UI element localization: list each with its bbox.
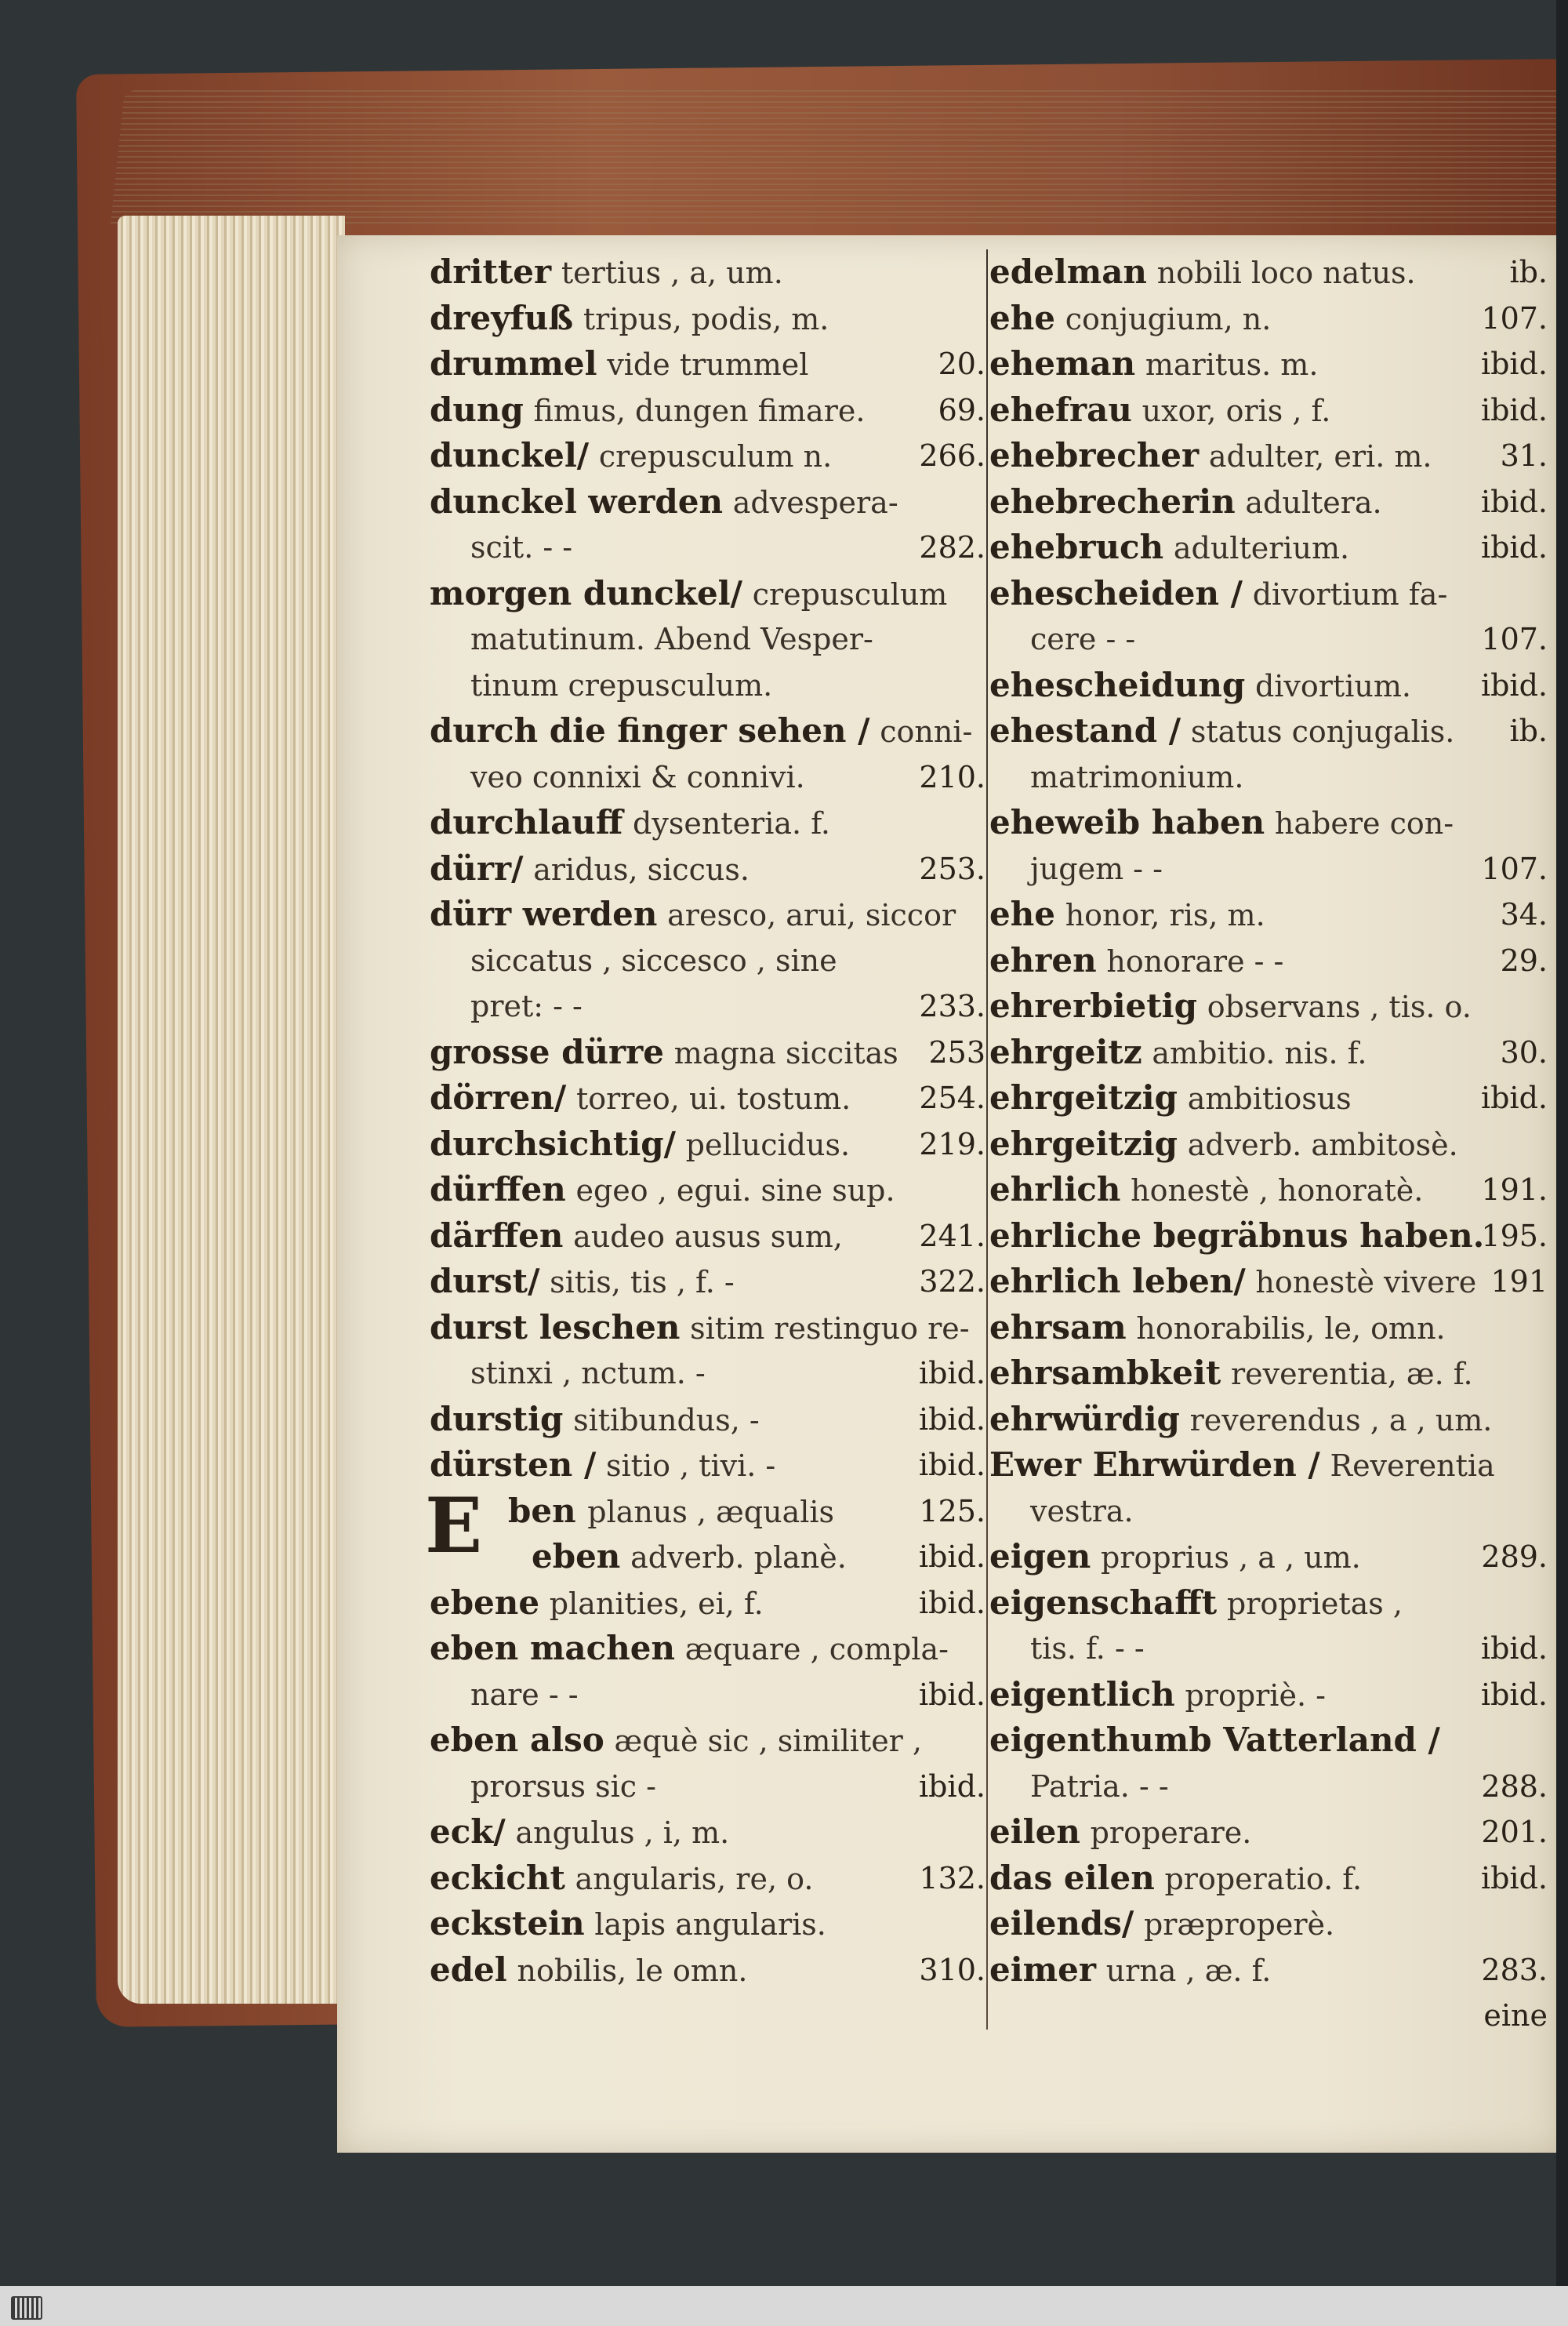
latin-gloss: siccatus , siccesco , sine bbox=[470, 943, 837, 978]
german-headword: durstig bbox=[430, 1399, 564, 1438]
page-reference: 30. bbox=[1500, 1034, 1548, 1070]
left-column bbox=[425, 249, 990, 1993]
latin-gloss: proprietas , bbox=[1226, 1586, 1403, 1621]
german-headword: ehrerbietig bbox=[989, 987, 1198, 1025]
latin-gloss: adultera. bbox=[1245, 485, 1382, 520]
german-headword: ehrgeitzig bbox=[989, 1124, 1178, 1163]
page-reference: 233. bbox=[919, 989, 985, 1023]
german-headword: durst/ bbox=[430, 1262, 540, 1300]
latin-gloss: dysenteria. f. bbox=[633, 806, 830, 841]
latin-gloss: nobilis, le omn. bbox=[517, 1953, 748, 1988]
page-reference: 322. bbox=[919, 1264, 985, 1299]
dictionary-entry bbox=[430, 1580, 990, 1626]
dictionary-entry bbox=[989, 1259, 1552, 1305]
page-reference: ibid. bbox=[1480, 530, 1548, 565]
german-headword: ehe bbox=[989, 895, 1055, 933]
dictionary-entry bbox=[989, 892, 1552, 938]
dictionary-entry bbox=[430, 892, 990, 938]
dictionary-entry bbox=[430, 1855, 990, 1902]
dictionary-entry bbox=[989, 1075, 1552, 1121]
german-headword: eheman bbox=[989, 344, 1136, 383]
page-reference: 283. bbox=[1481, 1952, 1548, 1987]
dictionary-entry bbox=[430, 1672, 990, 1718]
dictionary-entry bbox=[989, 754, 1552, 801]
dictionary-entry bbox=[430, 846, 990, 892]
german-headword: edelman bbox=[989, 253, 1147, 291]
dictionary-entry bbox=[989, 1580, 1552, 1626]
dictionary-entry bbox=[430, 1259, 990, 1305]
page-reference: ibid. bbox=[918, 1585, 985, 1620]
german-headword: ehrlich leben/ bbox=[989, 1262, 1246, 1300]
dictionary-entry bbox=[430, 754, 990, 801]
german-headword: eilen bbox=[989, 1812, 1080, 1851]
page-reference: 241. bbox=[919, 1218, 985, 1253]
dictionary-entry bbox=[989, 1855, 1552, 1902]
latin-gloss: æquare , compla- bbox=[684, 1632, 949, 1666]
catchword: eine bbox=[1483, 1998, 1548, 2033]
dictionary-entry bbox=[430, 525, 990, 571]
latin-gloss: matrimonium. bbox=[1030, 759, 1244, 794]
dictionary-entry bbox=[430, 387, 990, 434]
latin-gloss: honorare - - bbox=[1106, 943, 1284, 979]
dictionary-entry bbox=[989, 1121, 1552, 1168]
latin-gloss: tinum crepusculum. bbox=[470, 667, 773, 703]
dictionary-entry bbox=[430, 708, 990, 754]
latin-gloss: egeo , egui. sine sup. bbox=[575, 1173, 895, 1208]
dictionary-entry bbox=[989, 1030, 1552, 1076]
latin-gloss: aridus, siccus. bbox=[533, 852, 750, 887]
dictionary-entry bbox=[430, 1626, 990, 1672]
latin-gloss: adulter, eri. m. bbox=[1208, 439, 1432, 474]
dictionary-entry bbox=[430, 663, 990, 709]
dictionary-entry bbox=[989, 1442, 1552, 1488]
page-reference: 20. bbox=[938, 347, 985, 381]
dictionary-entry bbox=[430, 1809, 990, 1855]
latin-gloss: tis. f. - - bbox=[1030, 1631, 1145, 1666]
latin-gloss: honestè vivere bbox=[1255, 1265, 1477, 1299]
german-headword: durst leschen bbox=[430, 1307, 681, 1347]
latin-gloss: aresco, arui, siccor bbox=[667, 898, 956, 932]
german-headword: dürffen bbox=[430, 1170, 566, 1208]
german-headword: eigentlich bbox=[989, 1674, 1175, 1714]
dictionary-entry bbox=[989, 846, 1552, 892]
german-headword: eben also bbox=[430, 1721, 604, 1759]
latin-gloss: nare - - bbox=[470, 1677, 579, 1712]
page-reference: ibid. bbox=[1480, 1081, 1548, 1115]
german-headword: eigenschafft bbox=[989, 1583, 1218, 1622]
german-headword: ehestand / bbox=[989, 711, 1181, 750]
latin-gloss: urna , æ. f. bbox=[1105, 1953, 1272, 1988]
dictionary-entry bbox=[989, 479, 1552, 525]
page-reference: 310. bbox=[919, 1952, 985, 1987]
latin-gloss: tripus, podis, m. bbox=[583, 301, 829, 336]
latin-gloss: æquè sic , similiter , bbox=[614, 1724, 923, 1758]
library-logo-icon bbox=[11, 2296, 42, 2320]
dictionary-entry bbox=[989, 1901, 1552, 1947]
page-reference: 289. bbox=[1481, 1539, 1548, 1574]
german-headword: eilends/ bbox=[989, 1904, 1134, 1943]
page-reference: 29. bbox=[1500, 943, 1548, 978]
dictionary-entry bbox=[989, 938, 1552, 984]
dictionary-entry bbox=[989, 387, 1552, 434]
dictionary-entry bbox=[430, 616, 990, 663]
german-headword: eckstein bbox=[430, 1904, 585, 1943]
page-reference: ibid. bbox=[1480, 1677, 1548, 1712]
dictionary-entry bbox=[989, 800, 1552, 846]
german-headword: eben bbox=[532, 1537, 621, 1576]
latin-gloss: jugem - - bbox=[1030, 851, 1163, 886]
latin-gloss: magna siccitas bbox=[673, 1035, 898, 1070]
dictionary-entry bbox=[430, 1167, 990, 1213]
drop-cap-initial: E bbox=[425, 1481, 483, 1570]
dictionary-entry bbox=[430, 1397, 990, 1443]
dictionary-entry bbox=[989, 1167, 1552, 1213]
page-reference: ibid. bbox=[918, 1539, 985, 1574]
german-headword: ehrliche begräbnus haben. bbox=[989, 1216, 1485, 1255]
dictionary-entry bbox=[430, 1030, 990, 1076]
latin-gloss: Patria. - - bbox=[1030, 1768, 1169, 1804]
german-headword: dunckel werden bbox=[430, 482, 724, 521]
latin-gloss: properatio. f. bbox=[1164, 1861, 1363, 1896]
latin-gloss: lapis angularis. bbox=[594, 1907, 826, 1942]
dictionary-entry bbox=[430, 571, 990, 617]
dictionary-entry bbox=[430, 800, 990, 846]
latin-gloss: fimus, dungen fimare. bbox=[533, 393, 866, 428]
german-headword: ehren bbox=[989, 940, 1097, 979]
german-headword: dritter bbox=[430, 253, 552, 291]
german-headword: ebene bbox=[430, 1583, 540, 1622]
latin-gloss: ambitiosus bbox=[1187, 1081, 1352, 1116]
dictionary-entry bbox=[430, 1901, 990, 1947]
dictionary-entry bbox=[430, 1442, 990, 1488]
page-reference: 107. bbox=[1481, 300, 1548, 336]
page-reference: 191. bbox=[1481, 1172, 1548, 1207]
latin-gloss: reverendus , a , um. bbox=[1189, 1402, 1493, 1437]
dictionary-entry bbox=[989, 1534, 1552, 1580]
dictionary-entry bbox=[430, 1075, 990, 1121]
dictionary-entry bbox=[430, 296, 990, 342]
latin-gloss: honestè , honoratè. bbox=[1131, 1173, 1424, 1208]
page-reference: 191 bbox=[1490, 1264, 1548, 1299]
latin-gloss: matutinum. Abend Vesper- bbox=[470, 622, 873, 656]
latin-gloss: vide trummel bbox=[607, 347, 809, 382]
right-column bbox=[989, 249, 1552, 2039]
dictionary-entry bbox=[430, 1534, 990, 1580]
latin-gloss: divortium. bbox=[1254, 668, 1411, 703]
german-headword: ehescheiden / bbox=[989, 573, 1243, 612]
german-headword: dung bbox=[430, 390, 524, 429]
dictionary-entry bbox=[430, 1121, 990, 1168]
page-reference: 107. bbox=[1481, 851, 1548, 886]
dictionary-entry bbox=[989, 525, 1552, 571]
latin-gloss: angulus , i, m. bbox=[515, 1815, 730, 1850]
page-reference: 132. bbox=[919, 1860, 985, 1895]
dictionary-entry bbox=[989, 663, 1552, 709]
page-reference: ibid. bbox=[1480, 392, 1548, 427]
german-headword: durch die finger sehen / bbox=[430, 711, 870, 750]
german-headword: ehrgeitz bbox=[989, 1032, 1142, 1071]
page-reference: ibid. bbox=[918, 1356, 985, 1390]
page-reference: 282. bbox=[919, 530, 985, 565]
page-reference: ib. bbox=[1509, 714, 1548, 748]
latin-gloss: maritus. m. bbox=[1145, 347, 1319, 382]
latin-gloss: proprius , a , um. bbox=[1101, 1540, 1361, 1575]
german-headword: eimer bbox=[989, 1950, 1096, 1989]
german-headword: ehebruch bbox=[989, 528, 1164, 566]
german-headword: dürr werden bbox=[430, 895, 658, 933]
german-headword: ehrwürdig bbox=[989, 1399, 1180, 1438]
german-headword: dreyfuß bbox=[430, 298, 574, 337]
dictionary-entry bbox=[430, 938, 990, 984]
page-reference: 210. bbox=[919, 759, 985, 794]
german-headword: eigen bbox=[989, 1537, 1091, 1576]
latin-gloss: habere con- bbox=[1274, 806, 1454, 841]
latin-gloss: adulterium. bbox=[1173, 531, 1350, 565]
page-reference: 253 bbox=[928, 1034, 985, 1070]
latin-gloss: advespera- bbox=[732, 485, 898, 520]
german-headword: ehescheidung bbox=[989, 665, 1246, 704]
latin-gloss: prorsus sic - bbox=[470, 1768, 656, 1804]
page-reference: 201. bbox=[1481, 1815, 1548, 1849]
viewer-bottom-bar bbox=[0, 2286, 1568, 2326]
german-headword: därffen bbox=[430, 1216, 564, 1255]
dictionary-entry bbox=[989, 1993, 1552, 2039]
page-reference: 31. bbox=[1500, 438, 1548, 473]
page-reference: 288. bbox=[1481, 1768, 1548, 1804]
latin-gloss: audeo ausus sum, bbox=[573, 1219, 843, 1254]
dictionary-entry bbox=[430, 1947, 990, 1993]
latin-gloss: Reverentia bbox=[1330, 1448, 1495, 1483]
dictionary-entry bbox=[989, 1717, 1552, 1764]
page-reference: 253. bbox=[919, 851, 985, 886]
latin-gloss: tertius , a, um. bbox=[561, 256, 783, 290]
dictionary-entry bbox=[989, 1397, 1552, 1443]
german-headword: das eilen bbox=[989, 1858, 1155, 1897]
german-headword: ehrgeitzig bbox=[989, 1078, 1178, 1117]
dictionary-entry bbox=[430, 983, 990, 1030]
page-reference: ibid. bbox=[1480, 484, 1548, 519]
page-fore-edge bbox=[118, 216, 345, 2004]
german-headword: ehrsambkeit bbox=[989, 1354, 1221, 1392]
dictionary-entry bbox=[989, 1350, 1552, 1397]
dictionary-entry bbox=[989, 433, 1552, 479]
page-reference: 254. bbox=[919, 1081, 985, 1115]
german-headword: ehebrecherin bbox=[989, 482, 1236, 521]
german-headword-rest: ben bbox=[508, 1491, 588, 1530]
latin-gloss: sitio , tivi. - bbox=[606, 1448, 776, 1483]
german-headword: ehebrecher bbox=[989, 436, 1200, 474]
german-headword: ehe bbox=[989, 298, 1055, 337]
latin-gloss: torreo, ui. tostum. bbox=[575, 1081, 851, 1116]
latin-gloss: pellucidus. bbox=[685, 1127, 851, 1162]
page-reference: 34. bbox=[1500, 897, 1548, 932]
dictionary-entry bbox=[430, 341, 990, 387]
german-headword: dürr/ bbox=[430, 849, 524, 888]
page-reference: ibid. bbox=[1480, 1631, 1548, 1666]
dictionary-entry bbox=[989, 1947, 1552, 1993]
latin-gloss: cere - - bbox=[1030, 622, 1136, 656]
latin-gloss: propriè. - bbox=[1185, 1677, 1326, 1713]
dictionary-entry bbox=[989, 708, 1552, 754]
german-headword: eheweib haben bbox=[989, 803, 1265, 841]
latin-gloss: pret: - - bbox=[470, 989, 583, 1023]
dictionary-entry bbox=[989, 1626, 1552, 1672]
dictionary-entry bbox=[989, 1809, 1552, 1855]
latin-gloss: properare. bbox=[1090, 1815, 1252, 1850]
german-headword: dürsten / bbox=[430, 1445, 597, 1484]
german-headword: dunckel/ bbox=[430, 436, 590, 474]
german-headword: eck/ bbox=[430, 1812, 506, 1851]
dictionary-entry bbox=[989, 249, 1552, 296]
german-headword: grosse dürre bbox=[430, 1032, 665, 1071]
dictionary-entry bbox=[430, 249, 990, 296]
dictionary-entry bbox=[430, 433, 990, 479]
dictionary-entry bbox=[989, 616, 1552, 663]
dictionary-entry bbox=[430, 479, 990, 525]
dictionary-entry bbox=[430, 1305, 990, 1351]
page-reference: ibid. bbox=[1480, 1860, 1548, 1895]
german-headword: Ewer Ehrwürden / bbox=[989, 1445, 1320, 1484]
latin-gloss: conjugium, n. bbox=[1065, 301, 1272, 336]
latin-gloss: planities, ei, f. bbox=[549, 1586, 764, 1621]
german-headword: ehrlich bbox=[989, 1170, 1121, 1208]
german-headword: drummel bbox=[430, 344, 597, 383]
page-reference: ibid. bbox=[918, 1401, 985, 1437]
page-reference: ibid. bbox=[1480, 347, 1548, 381]
latin-gloss: angularis, re, o. bbox=[575, 1861, 814, 1896]
latin-gloss: crepusculum bbox=[752, 576, 948, 612]
german-headword: ehefrau bbox=[989, 390, 1132, 429]
page-reference: ibid. bbox=[1480, 667, 1548, 703]
german-headword: eckicht bbox=[430, 1858, 565, 1897]
page-reference: 69. bbox=[938, 392, 985, 427]
dictionary-entry bbox=[430, 1350, 990, 1397]
german-headword: dörren/ bbox=[430, 1078, 567, 1117]
german-headword: ehrsam bbox=[989, 1307, 1127, 1347]
latin-gloss: honor, ris, m. bbox=[1065, 898, 1265, 932]
german-headword: durchsichtig/ bbox=[430, 1124, 676, 1163]
latin-gloss: vestra. bbox=[1030, 1493, 1134, 1528]
latin-gloss: adverb. ambitosè. bbox=[1187, 1127, 1458, 1162]
dictionary-entry bbox=[989, 1764, 1552, 1810]
dictionary-entry bbox=[989, 1488, 1552, 1535]
page-reference: ib. bbox=[1509, 255, 1548, 289]
latin-gloss: stinxi , nctum. - bbox=[470, 1356, 706, 1390]
latin-gloss: adverb. planè. bbox=[630, 1540, 847, 1575]
latin-gloss: sitibundus, - bbox=[573, 1402, 760, 1437]
page-reference: ibid. bbox=[918, 1677, 985, 1712]
dictionary-entry bbox=[989, 1213, 1552, 1259]
dictionary-entry bbox=[989, 296, 1552, 342]
dictionary-entry bbox=[430, 1213, 990, 1259]
page-reference: 219. bbox=[919, 1126, 985, 1161]
latin-gloss: planus , æqualis bbox=[587, 1494, 835, 1529]
latin-gloss: veo connixi & connivi. bbox=[470, 759, 805, 794]
german-headword: morgen dunckel/ bbox=[430, 573, 742, 612]
dictionary-entry bbox=[989, 1305, 1552, 1351]
page-reference: 125. bbox=[919, 1493, 985, 1528]
dictionary-entry bbox=[430, 1764, 990, 1810]
latin-gloss: status conjugalis. bbox=[1190, 714, 1455, 749]
latin-gloss: sitis, tis , f. - bbox=[550, 1265, 735, 1299]
latin-gloss: præproperè. bbox=[1143, 1907, 1335, 1942]
dictionary-entry bbox=[989, 571, 1552, 617]
german-headword: durchlauff bbox=[430, 803, 623, 841]
german-headword: eben machen bbox=[430, 1629, 675, 1667]
latin-gloss: divortium fa- bbox=[1252, 576, 1448, 612]
page-reference: 107. bbox=[1481, 622, 1548, 656]
latin-gloss: scit. - - bbox=[470, 530, 573, 565]
scanner-edge-strip bbox=[1556, 0, 1568, 2326]
latin-gloss: crepusculum n. bbox=[598, 439, 833, 474]
page-reference: 266. bbox=[919, 438, 985, 473]
latin-gloss: sitim restinguo re- bbox=[690, 1310, 970, 1346]
latin-gloss: reverentia, æ. f. bbox=[1230, 1357, 1473, 1391]
latin-gloss: observans , tis. o. bbox=[1207, 990, 1472, 1024]
dictionary-entry bbox=[989, 1672, 1552, 1718]
latin-gloss: ambitio. nis. f. bbox=[1152, 1035, 1367, 1070]
page-reference: 195. bbox=[1481, 1218, 1548, 1253]
latin-gloss: honorabilis, le, omn. bbox=[1136, 1310, 1446, 1346]
german-headword: edel bbox=[430, 1950, 507, 1989]
latin-gloss: conni- bbox=[880, 714, 973, 749]
dictionary-entry bbox=[989, 983, 1552, 1030]
latin-gloss: nobili loco natus. bbox=[1156, 256, 1416, 290]
page-block-top-edge bbox=[111, 90, 1568, 224]
latin-gloss: uxor, oris , f. bbox=[1142, 393, 1331, 428]
german-headword: eigenthumb Vatterland / bbox=[989, 1721, 1440, 1759]
page-reference: ibid. bbox=[918, 1768, 985, 1804]
page-reference: ibid. bbox=[918, 1448, 985, 1482]
dictionary-entry bbox=[430, 1717, 990, 1764]
dictionary-entry bbox=[989, 341, 1552, 387]
